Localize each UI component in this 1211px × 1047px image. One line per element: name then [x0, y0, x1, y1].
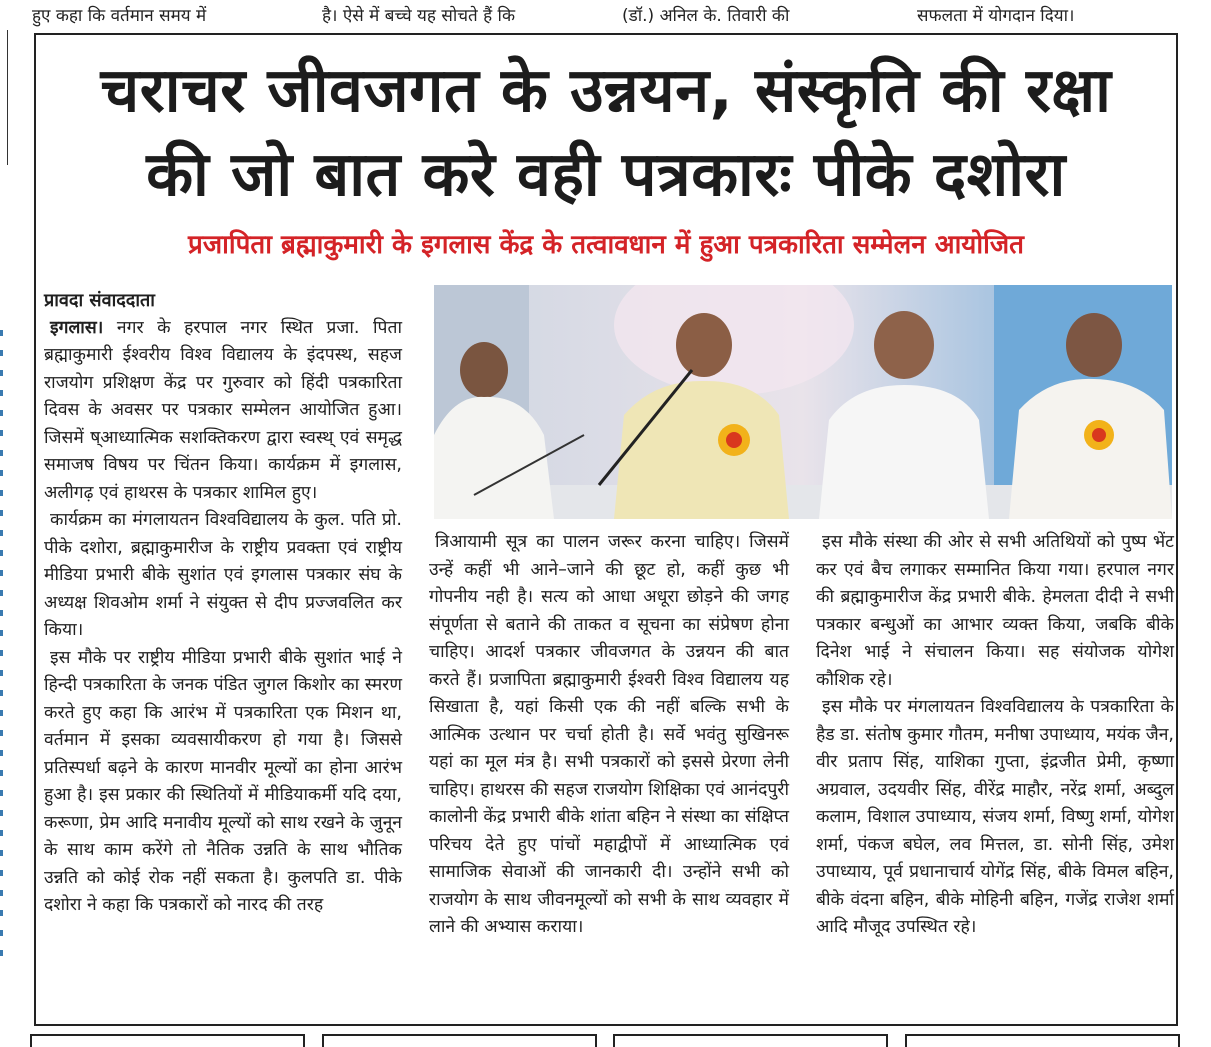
paragraph-intro-text: नगर के हरपाल नगर स्थित प्रजा. पिता ब्रह्माकुमारी ईश्वरीय विश्व विद्यालय के इंदपस्थ, सहज राजयोग प्रशिक्षण केंद्र पर गुरुवार को हिंदी पत्रकारिता दिवस के अवसर पर पत्रकार सम्मेलन आयोजित हुआ। जिसमें ष्आध्यात्मिक सशक्तिकरण द्वारा स्वस्थ् एवं समृद्ध समाजष विषय पर चिंतन किया। कार्यक्रम में इगलास, अलीगढ़ एवं हाथरस के पत्रकार शामिल हुए।	[44, 317, 402, 503]
headline	[36, 49, 1176, 217]
article-column-3	[816, 529, 1174, 942]
article-column-2	[429, 529, 789, 942]
top-strip	[0, 0, 1211, 30]
headline-line-1: चराचर जीवजगत के उन्नयन, संस्कृति की रक्षा	[100, 55, 1112, 126]
margin-dots	[0, 330, 3, 970]
next-box-2	[322, 1034, 597, 1047]
paragraph-inauguration: कार्यक्रम का मंगलायतन विश्वविद्यालय के कुल. पति प्रो. पीके दशोरा, ब्रह्माकुमारीज के राष्ट्रीय प्रवक्ता एवं राष्ट्रीय मीडिया प्रभारी बीके सुशांत एवं इगलास पत्रकार संघ के अध्यक्ष शिवओम शर्मा ने संयुक्त से दीप प्रज्जवलित कर किया।	[44, 510, 402, 640]
dateline: इगलास।	[50, 317, 104, 338]
next-box-4	[905, 1034, 1180, 1047]
event-photo	[434, 285, 1172, 519]
paragraph-guidance: त्रिआयामी सूत्र का पालन जरूर करना चाहिए। जिसमें उन्हें कहीं भी आने–जाने की छूट हो, कहीं कुछ भी गोपनीय नही है। सत्य को आधा अधूरा छोड़ने की जगह संपूर्णता से बताने की ताकत व सूचना का संप्रेषण होना चाहिए। आदर्श पत्रकार जीवजगत के उन्नयन की बात करते हैं। प्रजापिता ब्रह्माकुमारी ईश्वरी विश्व विद्यालय यह सिखाता है, यहां किसी एक की नहीं बल्कि सभी के आत्मिक उत्थान पर चर्चा होती है। सर्वे भवंतु सुखिनरू यहां का मूल मंत्र है। सभी पत्रकारों को इससे प्रेरणा लेनी चाहिए। हाथरस की सहज राजयोग शिक्षिका एवं आनंदपुरी कालोनी केंद्र प्रभारी बीके शांता बहिन ने संस्था का संक्षिप्त परिचय देते हुए पांचों महाद्वीपों में आध्यात्मिक एवं सामाजिक सेवाओं की जानकारी दी। उन्होंने सभी को राजयोग के साथ जीवनमूल्यों को सभी के साथ व्यवहार में लाने की अभ्यास कराया।	[429, 532, 789, 937]
byline: प्रावदा संवाददाता	[44, 290, 155, 311]
subheadline: प्रजापिता ब्रह्माकुमारी के इगलास केंद्र के तत्वावधान में हुआ पत्रकारिता सम्मेलन आयोजित	[188, 230, 1024, 260]
paragraph-attendees: इस मौके पर मंगलायतन विश्वविद्यालय के पत्रकारिता के हैड डा. संतोष कुमार गौतम, मनीषा उपाध्याय, मयंक जैन, वीर प्रताप सिंह, याशिका गुप्ता, इंद्रजीत प्रेमी, कृष्णा अग्रवाल, उदयवीर सिंह, वीरेंद्र माहौर, नरेंद्र शर्मा, अब्दुल कलाम, विशाल उपाध्याय, संजय शर्मा, विष्णु शर्मा, योगेश शर्मा, पंकज बघेल, लव मित्तल, डा. सोनी सिंह, उमेश उपाध्याय, पूर्व प्रधानाचार्य योगेंद्र सिंह, बीके विमल बहिन, बीके वंदना बहिन, बीके मोहिनी बहिन, गजेंद्र राजेश शर्मा आदि मौजूद उपस्थित रहे।	[816, 697, 1174, 937]
next-article-edges	[0, 1034, 1211, 1047]
event-photo-illustration	[434, 285, 1172, 519]
top-fragment-1: हुए कहा कि वर्तमान समय में	[32, 6, 207, 26]
top-fragment-3: (डॉ.) अनिल के. तिवारी की	[622, 6, 790, 26]
top-fragment-4: सफलता में योगदान दिया।	[917, 6, 1075, 26]
top-fragment-2: है। ऐसे में बच्चे यह सोचते हैं कि	[322, 6, 516, 26]
headline-line-2: की जो बात करे वही पत्रकारः पीके दशोरा	[146, 139, 1066, 210]
next-box-1	[30, 1034, 305, 1047]
left-column-rule	[7, 30, 8, 165]
article-column-1	[44, 287, 402, 920]
paragraph-speech: इस मौके पर राष्ट्रीय मीडिया प्रभारी बीके सुशांत भाई ने हिन्दी पत्रकारिता के जनक पंडित जुगल किशोर का स्मरण करते हुए कहा कि आरंभ में पत्रकारिता एक मिशन था, वर्तमान में इसका व्यवसायीकरण हो गया है। जिससे प्रतिस्पर्धा बढ़ने के कारण मानवीर मूल्यों का होना आरंभ हुआ है। इस प्रकार की स्थितियों में मीडियाकर्मी यदि दया, करूणा, प्रेम आदि मनावीय मूल्यों को साथ रखने के जुनून के साथ काम करेंगे तो नैतिक उन्नति के साथ भौतिक उन्नति को कोई रोक नहीं सकता है। कुलपति डा. पीके दशोरा ने कहा कि पत्रकारों को नारद की तरह	[44, 647, 402, 915]
paragraph-intro	[44, 315, 402, 508]
paragraph-honour: इस मौके संस्था की ओर से सभी अतिथियों को पुष्प भेंट कर एवं बैच लगाकर सम्मानित किया गया। हरपाल नगर की ब्रह्माकुमारीज केंद्र प्रभारी बीके. हेमलता दीदी ने सभी पत्रकार बन्धुओं का आभार व्यक्त किया, जबकि बीके दिनेश भाई ने संचालन किया। सह संयोजक योगेश कौशिक रहे।	[816, 532, 1174, 690]
news-article	[34, 33, 1178, 1026]
next-box-3	[613, 1034, 888, 1047]
